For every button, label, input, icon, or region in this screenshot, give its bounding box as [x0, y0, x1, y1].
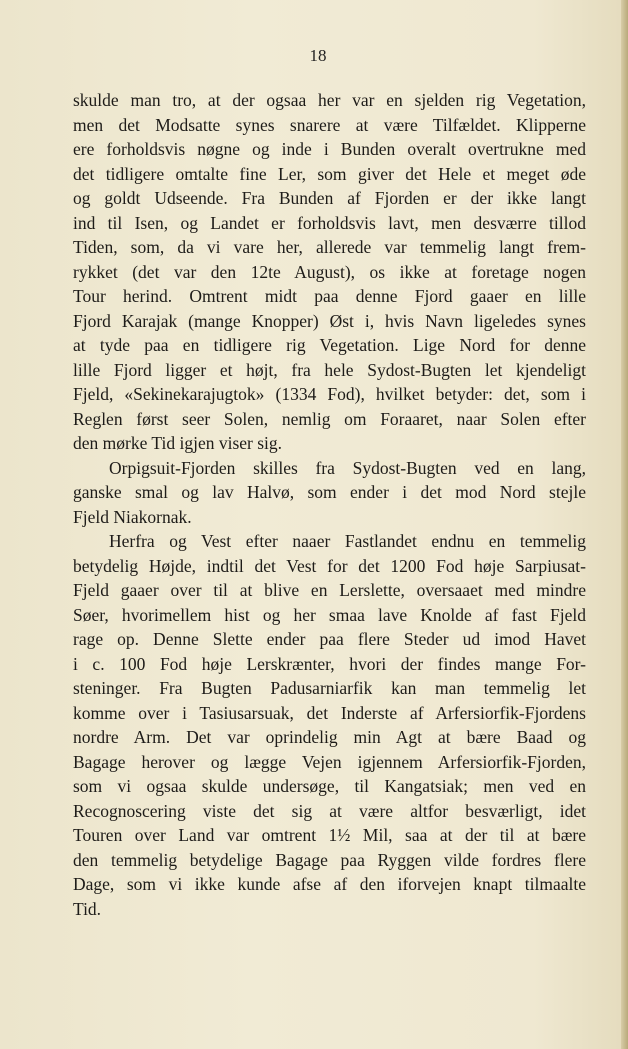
text-line: Fjeld, «Sekinekarajugtok» (1334 Fod), hvilket betyder: det, som i: [73, 384, 586, 404]
text-line: den mørke Tid igjen viser sig.: [73, 433, 283, 453]
text-line: Reglen først seer Solen, nemlig om Foraaret, naar Solen efter: [73, 408, 586, 429]
text-line: Herfra og Vest efter naaer Fastlandet endnu en temmelig: [109, 531, 586, 551]
text-line: steninger. Fra Bugten Padusarniarfik kan man temmelig let: [73, 678, 586, 698]
text-line: den temmelig betydelige Bagage paa Ryggen vilde fordres flere: [73, 849, 586, 870]
text-line: Recognoscering viste det sig at være altfor besværligt, idet: [73, 800, 586, 821]
text-line: Bagage herover og lægge Vejen igjennem Arfersiorfik-Fjorden,: [73, 751, 586, 772]
text-line: Søer, hvorimellem hist og her smaa lave Knolde af fast Fjeld: [73, 604, 586, 625]
text-line: nordre Arm. Det var oprindelig min Agt at bære Baad og: [73, 727, 586, 747]
text-line: Tour herind. Omtrent midt paa denne Fjord gaaer en lille: [73, 286, 586, 306]
text-line: men det Modsatte synes snarere at være Tilfældet. Klipperne: [73, 114, 586, 135]
text-line: Fjeld Niakornak.: [73, 506, 192, 527]
text-line: rykket (det var den 12te August), os ikke at foretage nogen: [73, 261, 586, 282]
text-line: i c. 100 Fod høje Lerskrænter, hvori der findes mange For-: [73, 653, 586, 674]
body-text: [73, 88, 586, 921]
text-line: og goldt Udseende. Fra Bunden af Fjorden er der ikke langt: [73, 188, 586, 208]
text-line: Tiden, som, da vi vare her, allerede var temmelig langt frem-: [73, 237, 586, 257]
page-edge: [621, 0, 628, 1049]
text-line: Fjeld gaaer over til at blive en Lerslette, oversaaet med mindre: [73, 580, 586, 600]
text-line: som vi ogsaa skulde undersøge, til Kangatsiak; men ved en: [73, 776, 586, 796]
text-line: ind til Isen, og Landet er forholdsvis lavt, men desværre tillod: [73, 212, 586, 233]
text-line: rage op. Denne Slette ender paa flere Steder ud imod Havet: [73, 629, 586, 649]
text-line: ere forholdsvis nøgne og inde i Bunden overalt overtrukne med: [73, 139, 586, 159]
text-line: betydelig Højde, indtil det Vest for det 1200 Fod høje Sarpiusat-: [73, 555, 586, 576]
text-line: ganske smal og lav Halvø, som ender i det mod Nord stejle: [73, 482, 586, 502]
text-line: Fjord Karajak (mange Knopper) Øst i, hvis Navn ligeledes synes: [73, 310, 586, 331]
text-line: skulde man tro, at der ogsaa her var en sjelden rig Vegetation,: [73, 90, 586, 110]
text-line: lille Fjord ligger et højt, fra hele Sydost-Bugten let kjendeligt: [73, 359, 586, 380]
text-line: Orpigsuit-Fjorden skilles fra Sydost-Bugten ved en lang,: [109, 457, 586, 478]
page-number: 18: [309, 46, 327, 65]
text-line: Dage, som vi ikke kunde afse af den iforvejen knapt tilmaalte: [73, 874, 586, 894]
text-line: at tyde paa en tidligere rig Vegetation. Lige Nord for denne: [73, 335, 586, 355]
text-line: det tidligere omtalte fine Ler, som giver det Hele et meget øde: [73, 163, 586, 184]
text-line: komme over i Tasiusarsuak, det Inderste af Arfersiorfik-Fjordens: [73, 702, 586, 723]
text-line: Tid.: [73, 898, 102, 919]
text-line: Touren over Land var omtrent 1½ Mil, saa at der til at bære: [73, 825, 586, 845]
